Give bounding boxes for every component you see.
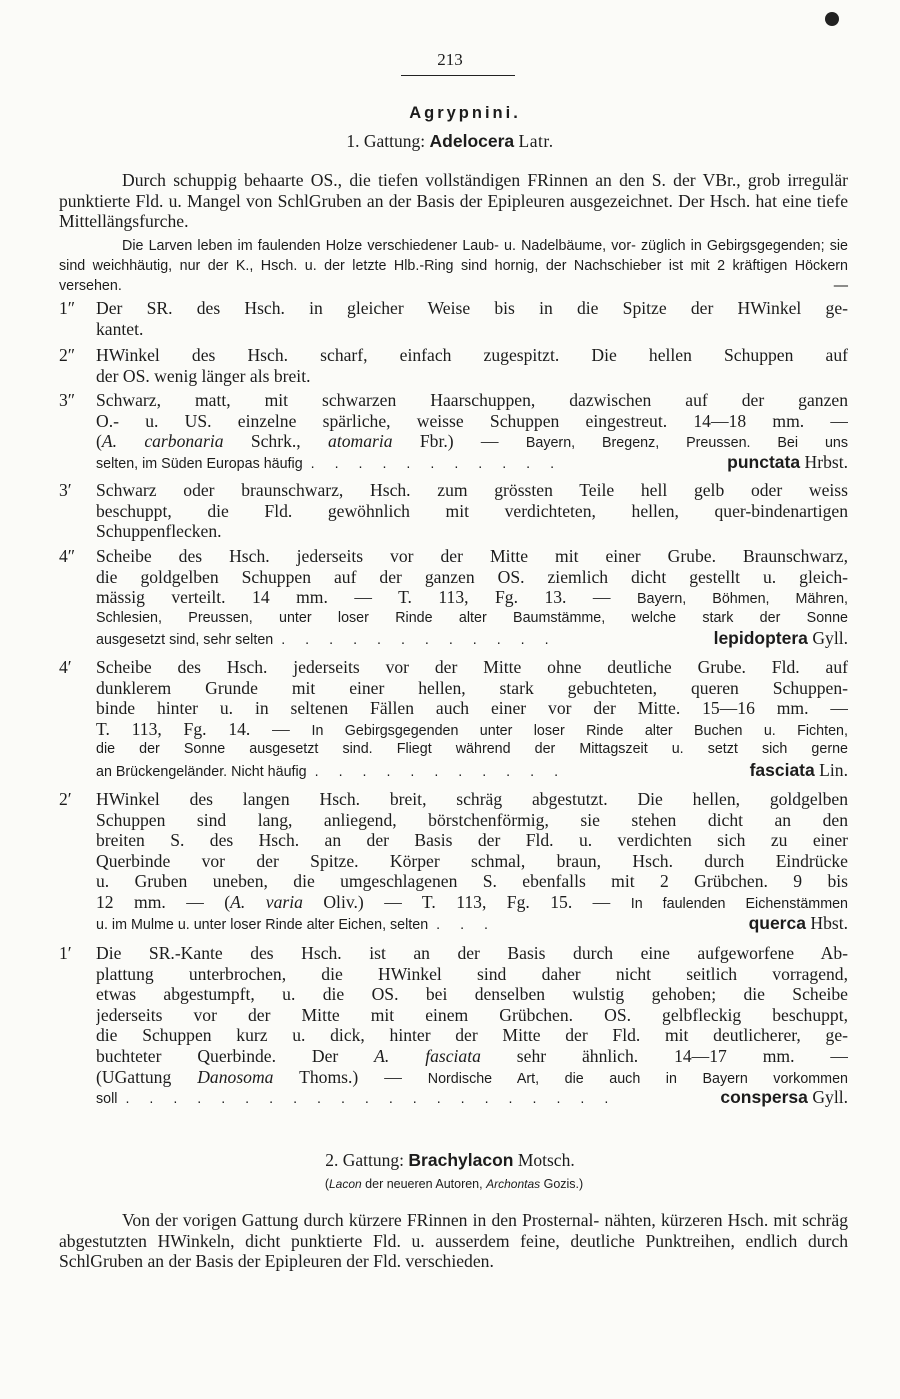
- key-mark: 4′: [59, 657, 72, 677]
- species-name: querca: [748, 912, 806, 933]
- species-name: conspersa: [720, 1087, 808, 1108]
- genus-heading-1: [0, 131, 900, 152]
- key-mark: 2′: [59, 789, 72, 809]
- key-entry-2b: 2′ HWinkel des langen Hsch. breit, schräg abgestutzt. Die hellen, goldgelben Schuppen sind lang, anliegend, börstchenförmig, sie stehen dicht an den breiten S. des Hsch. an der Basis der Fld. u. verdichten sich zu einer Querbinde vor der Spitze. Körper schmal, braun, Hsch. durch Eindrücke u. Gruben uneben, die umgeschlagenen S. ebenfalls mit 2 Grübchen. 9 bis 12 mm. — (A. varia Oliv.) — T. 113, Fg. 15. — In faulenden Eichenstämmen u. im Mulme u. unter loser Rinde alter Eichen, selten . . . querca Hbst.: [59, 789, 848, 933]
- key-mark: 2″: [59, 345, 76, 365]
- species-name: punctata: [727, 451, 801, 472]
- genus-author: Latr.: [518, 131, 554, 151]
- species-line-querca: u. im Mulme u. unter loser Rinde alter Eichen, selten . . . querca Hbst.: [96, 912, 848, 933]
- key-mark: 1′: [59, 943, 72, 963]
- key-entry-3b: 3′ Schwarz oder braunschwarz, Hsch. zum grössten Teile hell gelb oder weiss beschuppt, die Fld. gewöhnlich mit verdichteten, hellen, quer-bindenartigen Schuppenflecken.: [59, 480, 848, 542]
- genus2-synonyms: (Lacon der neueren Autoren, Archontas Gozis.): [324, 1177, 584, 1191]
- page-number-rule: [401, 75, 515, 76]
- genus-label: 1. Gattung:: [346, 131, 426, 151]
- key-entry-4b: 4′ Scheibe des Hsch. jederseits vor der Mitte ohne deutliche Grube. Fld. auf dunklerem Grunde mit einer hellen, stark gebuchteten, queren Schuppen- binde hinter u. in seltenen Fällen auch einer vor der Mitte. 15—16 mm. — T. 113, Fg. 14. — In Gebirgsgegenden unter loser Rinde alter Buchen u. Fichten, die der Sonne ausgesetzt sind. Fliegt während der Mittagszeit u. setzt sich gerne an Brückengeländer. Nicht häufig . . . . . . . . . . . fasciata Lin.: [59, 657, 848, 780]
- larvae-note: Die Larven leben im faulenden Holze verschiedener Laub- u. Nadelbäume, vor- züglich in Gebirgsgegenden; sie sind weichhäutig, nur der K., Hsch. u. der letzte Hlb.-Ring sind hornig, der Nachschieber ist mit 2 kräftigen Höckern versehen. —: [59, 238, 848, 294]
- key-mark: 4″: [59, 546, 76, 566]
- synonym-line: (A. carbonaria Schrk., atomaria Fbr.) — Bayern, Bregenz, Preussen. Bei uns: [96, 431, 848, 452]
- genus-author: Motsch.: [517, 1150, 575, 1170]
- key-mark: 1″: [59, 298, 76, 318]
- species-line-conspersa: soll . . . . . . . . . . . . . . . . . . . . . conspersa Gyll.: [96, 1087, 848, 1108]
- key-mark: 3″: [59, 390, 76, 410]
- page-number: 213: [437, 50, 463, 69]
- genus-label: 2. Gattung:: [325, 1150, 405, 1170]
- key-mark: 3′: [59, 480, 72, 500]
- genus-name: Adelocera: [429, 131, 515, 151]
- genus1-description: Durch schuppig behaarte OS., die tiefen vollständigen FRinnen an den S. der VBr., grob irregulär punktierte Fld. u. Mangel von SchlGruben an der Basis der Epipleuren ausgezeichnet. Der Hsch. hat eine tiefe Mittellängsfurche.: [59, 170, 848, 232]
- species-line-lepidoptera: ausgesetzt sind, sehr selten . . . . . . . . . . . . lepidoptera Gyll.: [96, 628, 848, 649]
- key-entry-1a: 1″ Der SR. des Hsch. in gleicher Weise bis in die Spitze der HWinkel ge- kantet.: [59, 298, 848, 339]
- species-name: fasciata: [749, 759, 815, 780]
- tribe-heading: Agrypnini.: [409, 104, 521, 122]
- key-entry-1b: 1′ Die SR.-Kante des Hsch. ist an der Basis durch eine aufgeworfene Ab- plattung unterbrochen, die HWinkel sind daher nicht seitlich vorragend, etwas abgestumpft, u. die OS. bei denselben wulstig gehoben; die Scheibe jederseits vor der Mitte mit einem Grübchen. OS. gelbfleckig beschuppt, die Schuppen kurz u. dick, hinter der Mitte der Fld. mit deutlicherer, ge- buchteter Querbinde. Der A. fasciata sehr ähnlich. 14—17 mm. — (UGattung Danosoma Thoms.) — Nordische Art, die auch in Bayern vorkommen soll . . . . . . . . . . . . . . . . . . . . . conspersa Gyll.: [59, 943, 848, 1108]
- genus2-description: Von der vorigen Gattung durch kürzere FRinnen in den Prosternal- nähten, kürzeren Hsch. mit schräg abgestutzten HWinkeln, dicht punktierte Fld. u. ausserdem feine, deutliche Punktreihen, endlich durch SchlGruben an der Basis der Epipleuren der Fld. verschieden.: [59, 1210, 849, 1272]
- species-name: lepidoptera: [713, 628, 808, 649]
- species-line-fasciata: an Brückengeländer. Nicht häufig . . . . . . . . . . . fasciata Lin.: [96, 759, 848, 780]
- genus-name: Brachylacon: [408, 1150, 514, 1170]
- genus-heading-2: [0, 1150, 900, 1171]
- key-entry-2a: 2″ HWinkel des Hsch. scharf, einfach zugespitzt. Die hellen Schuppen auf der OS. wenig länger als breit.: [59, 345, 848, 386]
- key-entry-4a: 4″ Scheibe des Hsch. jederseits vor der Mitte mit einer Grube. Braunschwarz, die goldgelben Schuppen auf der ganzen OS. ziemlich dicht gestellt u. gleich- mässig verteilt. 14 mm. — T. 113, Fg. 13. — Bayern, Böhmen, Mähren, Schlesien, Preussen, unter loser Rinde alter Baumstämme, welche stark der Sonne ausgesetzt sind, sehr selten . . . . . . . . . . . . lepidoptera Gyll.: [59, 546, 848, 649]
- ink-spot: [825, 12, 839, 26]
- species-line-punctata: selten, im Süden Europas häufig . . . . . . . . . . . punctata Hrbst.: [96, 451, 848, 472]
- key-entry-3a: 3″ Schwarz, matt, mit schwarzen Haarschuppen, dazwischen auf der ganzen O.- u. US. einzelne spärliche, weisse Schuppen eingestreut. 14—18 mm. — (A. carbonaria Schrk., atomaria Fbr.) — Bayern, Bregenz, Preussen. Bei uns selten, im Süden Europas häufig . . . . . . . . . . . punctata Hrbst.: [59, 390, 848, 472]
